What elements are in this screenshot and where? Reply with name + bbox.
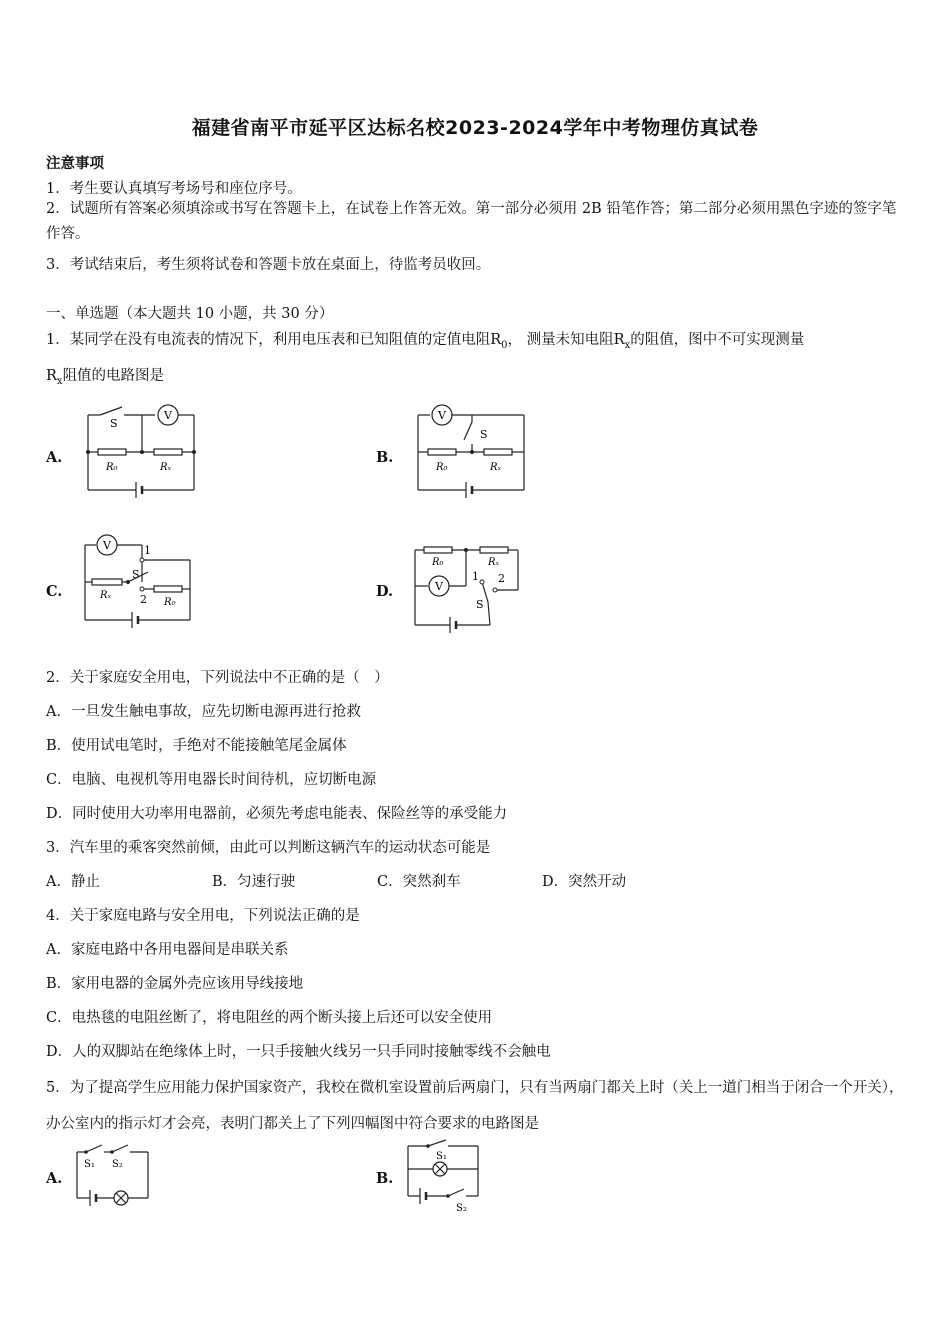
q1-stem-line2 [46,364,164,387]
q5a-s2-label: S₂ [112,1159,123,1170]
q4-option-d: D．人的双脚站在绝缘体上时，一只手接触火线另一只手同时接触零线不会触电 [46,1044,551,1060]
q1c-switch-label: S [132,568,140,581]
q1b-rx-label: Rₓ [490,462,502,473]
q1-stem-b: ， 测量未知电阻 [507,332,614,348]
q3-option-b: B．匀速行驶 [212,874,296,890]
q1-circuit-a [80,400,210,500]
q1-option-c-label: C. [46,583,63,600]
q2-option-a: A．一旦发生触电事故，应先切断电源再进行抢救 [46,704,361,720]
q1a-r0-label: R₀ [106,462,118,473]
q1-stem-line1 [46,328,804,351]
notice-item-3: 3．考试结束后，考生须将试卷和答题卡放在桌面上，待监考员收回。 [46,257,491,273]
q1-rx: $R_x$ [613,332,631,351]
q5-option-b-label: B. [376,1170,394,1187]
q1-rx-2: $R_x$ [46,368,63,387]
q1c-voltmeter-label: V [103,539,111,552]
q1d-voltmeter-label: V [435,580,443,593]
q4-option-b: B．家用电器的金属外壳应该用导线接地 [46,976,304,992]
q1d-r0-label: R₀ [432,557,444,568]
section-heading: 一、单选题（本大题共 10 小题，共 30 分） [46,306,334,322]
q1-stem-a: 1．某同学在没有电流表的情况下，利用电压表和已知阻值的定值电阻 [46,332,491,348]
q1b-voltmeter-label: V [438,409,446,422]
q4-option-a: A．家庭电路中各用电器间是串联关系 [46,942,289,958]
q1-r0: $R_0$ [490,332,508,351]
q1d-switch-label: S [476,598,484,611]
q1c-rx-label: Rₓ [100,590,112,601]
q3-option-a: A．静止 [46,874,100,890]
notice-item-1: 1．考生要认真填写考场号和座位序号。 [46,181,302,197]
q1b-switch-label: S [480,428,488,441]
q4-option-c: C．电热毯的电阻丝断了，将电阻丝的两个断头接上后还可以安全使用 [46,1010,493,1026]
q2-stem: 2．关于家庭安全用电，下列说法中不正确的是（ ） [46,670,389,686]
q5b-s2-label: S₂ [456,1203,467,1214]
q1a-switch-label: S [110,417,118,430]
q1-circuit-b [410,400,540,500]
q1b-r0-label: R₀ [436,462,448,473]
q5-circuit-b [402,1138,492,1214]
q1c-pos2-label: 2 [140,593,147,606]
q3-stem: 3．汽车里的乘客突然前倾，由此可以判断这辆汽车的运动状态可能是 [46,840,491,856]
q5-circuit-a [72,1140,157,1212]
q4-stem: 4．关于家庭电路与安全用电，下列说法正确的是 [46,908,360,924]
q1a-rx-label: Rₓ [160,462,172,473]
q1d-rx-label: Rₓ [488,557,500,568]
page-title: 福建省南平市延平区达标名校2023-2024学年中考物理仿真试卷 [191,117,759,139]
q1a-voltmeter-label: V [164,409,172,422]
q1-stem-c: 的阻值，图中不可实现测量 [630,332,805,348]
q1-circuit-c [80,532,210,634]
q3-option-c: C．突然刹车 [377,874,461,890]
q1-circuit-d [410,540,530,636]
q2-option-c: C．电脑、电视机等用电器长时间待机，应切断电源 [46,772,377,788]
q1-option-d-label: D. [376,583,394,600]
q2-option-d: D．同时使用大功率用电器前，必须先考虑电能表、保险丝等的承受能力 [46,806,508,822]
q1-option-b-label: B. [376,449,394,466]
q5-option-a-label: A. [46,1170,63,1187]
q2-option-b: B．使用试电笔时，手绝对不能接触笔尾金属体 [46,738,347,754]
q5-stem: 5．为了提高学生应用能力保护国家资产，我校在微机室设置前后两扇门，只有当两扇门都关上时（关上一道门相当于闭合一个开关），办公室内的指示灯才会亮，表明门都关上了下列四幅图中符合要求的电路图是 [46,1080,904,1132]
q1-stem-d: 阻值的电路图是 [62,368,165,384]
notice-heading: 注意事项 [46,155,104,172]
q1d-pos1-label: 1 [472,570,479,583]
notice-item-2: 2．试题所有答案必须填涂或书写在答题卡上，在试卷上作答无效。第一部分必须用 2B 铅笔作答；第二部分必须用黑色字迹的签字笔作答。 [46,201,897,242]
q3-option-d: D．突然开动 [542,874,627,890]
q1c-pos1-label: 1 [144,544,151,557]
q1c-r0-label: R₀ [164,597,176,608]
q1d-pos2-label: 2 [498,572,505,585]
q5a-s1-label: S₁ [84,1159,95,1170]
q5b-s1-label: S₁ [436,1151,447,1162]
q1-option-a-label: A. [46,449,63,466]
